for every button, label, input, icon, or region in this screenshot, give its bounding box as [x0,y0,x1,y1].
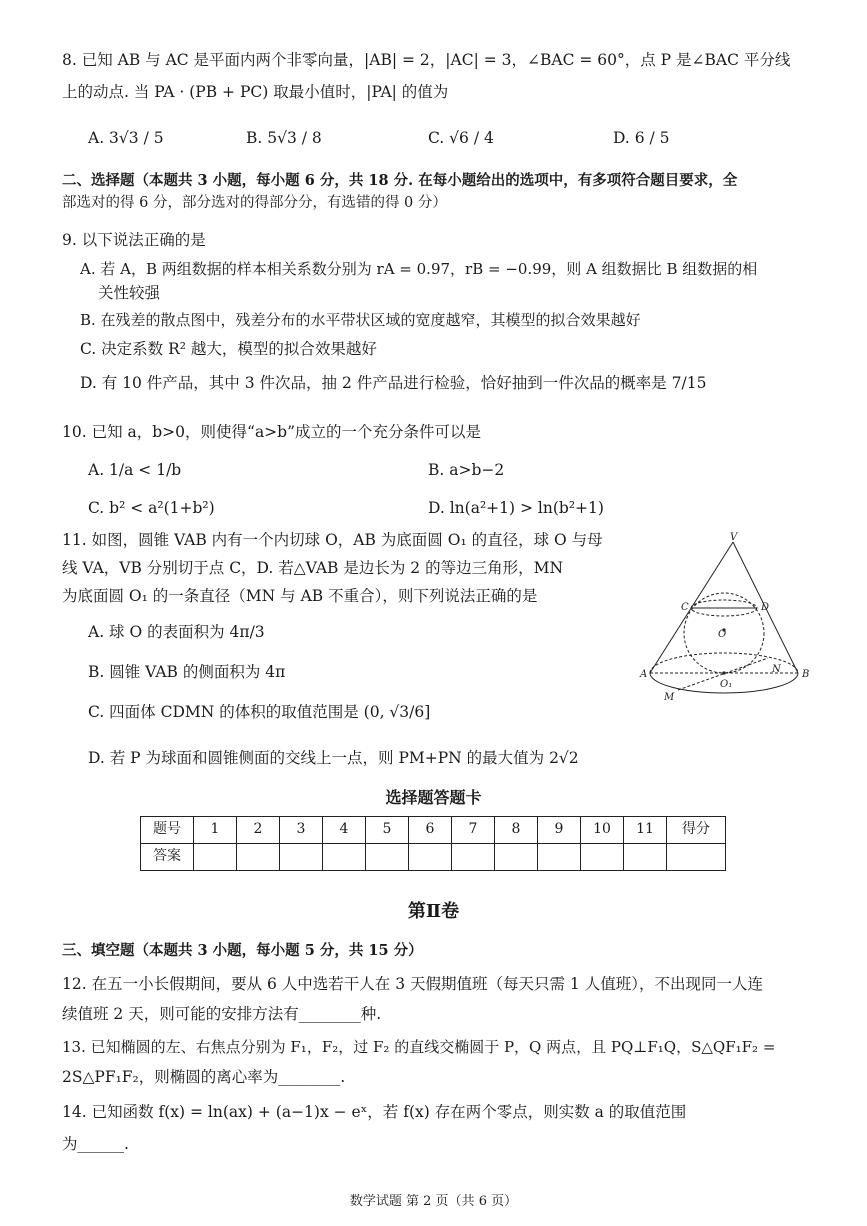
section-2-line2: 部选对的得 6 分，部分选对的得部分分，有选错的得 0 分） [62,195,447,212]
answer-card-number: 5 [366,817,409,844]
label-o: O [718,629,727,640]
answer-cell[interactable] [323,844,366,871]
question-14 [62,1100,811,1156]
q9-option-c: C. 决定系数 R² 越大，模型的拟合效果越好 [80,339,377,358]
section-3-title: 三、填空题（本题共 3 小题，每小题 5 分，共 15 分） [62,942,423,959]
q8-option-a: A. 3√3 / 5 [88,129,164,147]
answer-card-number: 3 [280,817,323,844]
q11-stem-line3: 为底面圆 O₁ 的一条直径（MN 与 AB 不重合），则下列说法正确的是 [62,587,538,606]
answer-cell[interactable] [495,844,538,871]
q8-options [88,126,827,160]
answer-card-number: 6 [409,817,452,844]
answer-cell[interactable] [194,844,237,871]
answer-card-number: 7 [452,817,495,844]
q11-option-a: A. 球 O 的表面积为 4π/3 [88,623,265,641]
answer-cell[interactable] [409,844,452,871]
q9-option-a: A. 若 A，B 两组数据的样本相关系数分别为 rA = 0.97，rB = −0.99，则 A 组数据比 B 组数据的相 [80,260,758,278]
q8-option-c: C. √6 / 4 [428,129,494,147]
answer-cell[interactable] [624,844,667,871]
answer-card-header-number: 题号 [141,817,194,844]
q10-option-d: D. ln(a²+1) > ln(b²+1) [428,499,604,517]
answer-cell[interactable] [452,844,495,871]
q13-line2: 2S△PF₁F₂，则椭圆的离心率为________. [62,1068,346,1087]
q9-stem: 9. 以下说法正确的是 [62,231,206,249]
answer-card-title: 选择题答题卡 [385,788,482,807]
q8-option-d: D. 6 / 5 [613,129,670,147]
q10-option-c: C. b² < a²(1+b²) [88,499,215,517]
answer-card-number: 10 [581,817,624,844]
question-10 [62,420,811,444]
q10-stem: 10. 已知 a，b>0，则使得“a>b”成立的一个充分条件可以是 [62,423,482,441]
q14-line1: 14. 已知函数 f(x) = ln(ax) + (a−1)x − eˣ，若 f(x) 存在两个零点，则实数 a 的取值范围 [62,1103,687,1121]
label-n: N [772,664,781,675]
question-8 [62,48,811,104]
q10-option-b: B. a>b−2 [428,461,505,479]
q12-line2: 续值班 2 天，则可能的安排方法有________种. [62,1005,382,1024]
answer-cell[interactable] [237,844,280,871]
answer-card-number: 8 [495,817,538,844]
q9-option-a-cont: 关性较强 [98,284,161,303]
label-m: M [664,692,675,703]
question-11 [62,528,637,608]
q13-line1: 13. 已知椭圆的左、右焦点分别为 F₁，F₂，过 F₂ 的直线交椭圆于 P，Q 两点，且 PQ⊥F₁Q，S△QF₁F₂ = [62,1038,776,1056]
base-center-dot [722,671,725,674]
q11-option-d: D. 若 P 为球面和圆锥侧面的交线上一点，则 PM+PN 的最大值为 2√2 [88,749,579,767]
label-c: C [681,602,689,613]
answer-card-table [140,816,726,871]
answer-card-header-answer: 答案 [141,844,194,871]
answer-card-number: 2 [237,817,280,844]
section-2-line1: 二、选择题（本题共 3 小题，每小题 6 分，共 18 分. 在每小题给出的选项中，有多项符合题目要求，全 [62,172,738,189]
question-12 [62,972,811,1026]
answer-card-number: 11 [624,817,667,844]
label-b: B [802,669,810,680]
answer-card-score-label: 得分 [667,817,726,844]
score-cell[interactable] [667,844,726,871]
q9-option-d: D. 有 10 件产品，其中 3 件次品，抽 2 件产品进行检验，恰好抽到一件次品的概率是 7/15 [80,373,707,392]
question-13 [62,1036,811,1089]
answer-cell[interactable] [538,844,581,871]
q14-line2: 为______. [62,1135,129,1154]
q12-line1: 12. 在五一小长假期间，要从 6 人中选若干人在 3 天假期值班（每天只需 1 人值班），不出现同一人连 [62,975,763,993]
part-2-title: 第Ⅱ卷 [407,901,460,922]
q10-options [88,458,827,528]
label-a: A [640,669,648,680]
q8-stem-line1: 8. 已知 AB 与 AC 是平面内两个非零向量，|AB| = 2，|AC| = 3，∠BAC = 60°，点 P 是∠BAC 平分线 [62,51,791,69]
answer-card-row-numbers [141,817,726,844]
section-3-heading [62,940,811,962]
q10-option-a: A. 1/a < 1/b [88,461,182,479]
label-d: D [761,602,770,613]
q11-stem-line2: 线 VA，VB 分别切于点 C，D. 若△VAB 是边长为 2 的等边三角形，MN [62,559,564,578]
page-footer: 数学试题 第 2 页（共 6 页） [349,1194,518,1209]
q9-options [80,258,827,395]
answer-card-number: 9 [538,817,581,844]
q11-option-c: C. 四面体 CDMN 的体积的取值范围是 (0, √3/6] [88,703,431,721]
answer-cell[interactable] [366,844,409,871]
section-2-heading [62,170,811,215]
question-9 [62,228,811,252]
label-o1: O₁ [720,679,733,690]
answer-card-row-answers [141,844,726,871]
cone-figure [638,530,838,708]
answer-card-number: 4 [323,817,366,844]
answer-cell[interactable] [280,844,323,871]
answer-card-number: 1 [194,817,237,844]
q8-stem-line2: 上的动点. 当 PA · (PB + PC) 取最小值时，|PA| 的值为 [62,83,449,102]
q8-option-b: B. 5√3 / 8 [246,129,322,147]
q9-option-b: B. 在残差的散点图中，残差分布的水平带状区域的宽度越窄，其模型的拟合效果越好 [80,311,641,330]
answer-cell[interactable] [581,844,624,871]
label-v: V [730,532,738,543]
q11-stem-line1: 11. 如图，圆锥 VAB 内有一个内切球 O，AB 为底面圆 O₁ 的直径，球 O 与母 [62,531,603,549]
q11-option-b: B. 圆锥 VAB 的侧面积为 4π [88,663,286,681]
